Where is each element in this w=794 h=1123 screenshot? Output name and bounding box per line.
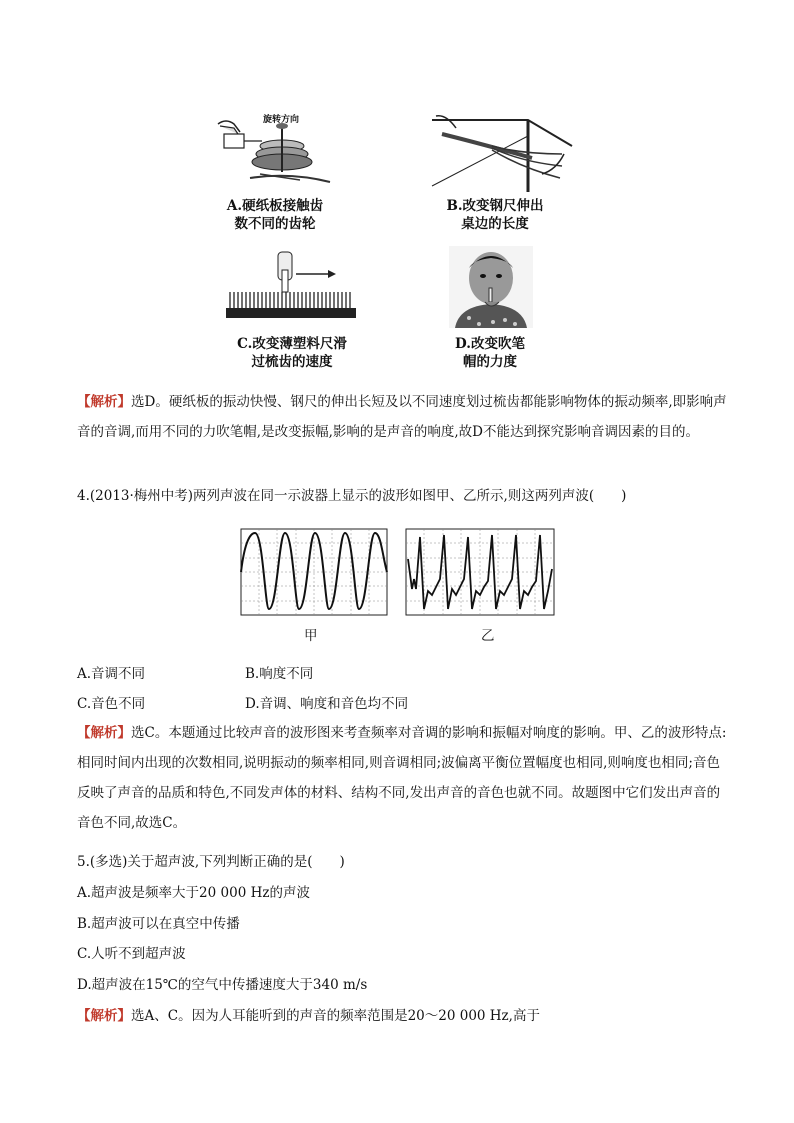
figure-a-rotation-label: 旋转方向 xyxy=(263,115,300,125)
q5-option-a: A.超声波是频率大于20 000 Hz的声波 xyxy=(77,885,310,901)
figure-d-caption-line2: 帽的力度 xyxy=(463,354,517,370)
analysis-q3-tag: 【解析】 xyxy=(77,394,131,410)
figure-b-caption-line1: B.改变钢尺伸出 xyxy=(446,198,544,214)
waveform-jia-label: 甲 xyxy=(304,628,318,644)
figure-d-caption-line1: D.改变吹笔 xyxy=(455,336,525,352)
analysis-q4 xyxy=(77,718,727,838)
analysis-q5 xyxy=(77,1006,540,1026)
waveform-jia xyxy=(241,529,387,615)
q4-option-d: D.音调、响度和音色均不同 xyxy=(245,696,409,712)
figure-a-caption-line2: 数不同的齿轮 xyxy=(234,216,316,232)
analysis-q5-text: 选A、C。因为人耳能听到的声音的频率范围是20～20 000 Hz,高于 xyxy=(131,1008,540,1024)
figure-b-ruler-illustration xyxy=(432,116,572,192)
figure-b-caption-line2: 桌边的长度 xyxy=(461,216,529,232)
analysis-q3-text: 选D。硬纸板的振动快慢、钢尺的伸出长短及以不同速度划过梳齿都能影响物体的振动频率,即影响声音的音调,而用不同的力吹笔帽,是改变振幅,影响的是声音的响度,故D不能达到探究影响音调因素的目的。 xyxy=(77,394,727,440)
analysis-q3 xyxy=(77,387,727,447)
q5-option-b: B.超声波可以在真空中传播 xyxy=(77,916,240,932)
analysis-q5-tag: 【解析】 xyxy=(77,1008,131,1024)
figure-c-caption-line1: C.改变薄塑料尺滑 xyxy=(237,336,347,352)
q4-option-c: C.音色不同 xyxy=(77,696,146,712)
waveform-yi xyxy=(406,529,554,615)
figure-d-boy-photo xyxy=(449,246,533,328)
q4-option-a: A.音调不同 xyxy=(77,666,146,682)
figure-c-caption-line2: 过梳齿的速度 xyxy=(251,354,333,370)
waveform-yi-label: 乙 xyxy=(481,628,495,644)
analysis-q4-text: 选C。本题通过比较声音的波形图来考查频率对音调的影响和振幅对响度的影响。甲、乙的波形特点:相同时间内出现的次数相同,说明振动的频率相同,则音调相同;波偏离平衡位置幅度也相同,则响度也相同;音色反映了声音的品质和特色,不同发声体的材料、结构不同,发出声音的音色也就不同。故题图中它们发出声音的音色不同,故选C。 xyxy=(77,725,727,831)
q5-option-d: D.超声波在15℃的空气中传播速度大于340 m/s xyxy=(77,977,368,993)
q5-stem: 5.(多选)关于超声波,下列判断正确的是( ) xyxy=(77,854,345,870)
q4-option-b: B.响度不同 xyxy=(245,666,314,682)
q4-stem: 4.(2013·梅州中考)两列声波在同一示波器上显示的波形如图甲、乙所示,则这两列声波( ) xyxy=(77,488,627,504)
analysis-q4-tag: 【解析】 xyxy=(77,725,131,741)
q5-option-c: C.人听不到超声波 xyxy=(77,946,186,962)
figure-c-comb-illustration xyxy=(222,248,362,324)
figure-a-caption-line1: A.硬纸板接触齿 xyxy=(226,198,324,214)
